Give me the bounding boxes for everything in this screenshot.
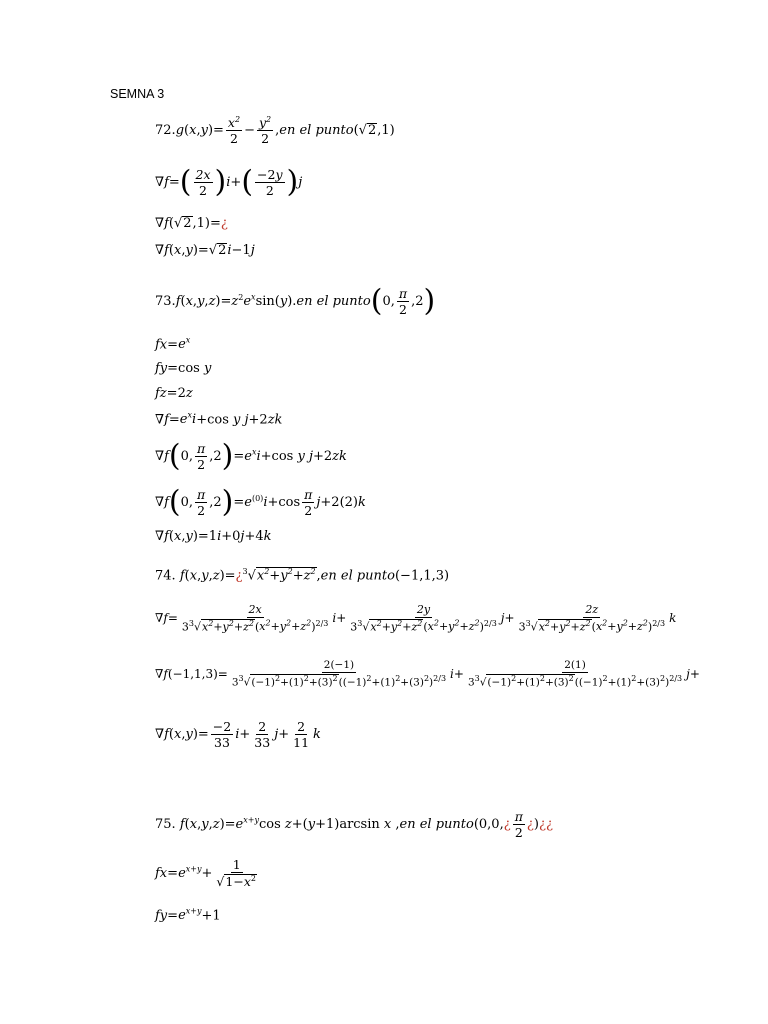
line-72-eval: ∇f(√2,1)=¿ xyxy=(155,216,228,231)
line-74-eval: ∇f(−1,1,3)= $\frac{2(-1)}{3^3√(-1)^2+(1)^2+(3)^2((-1)^2+(1)^2+(3)^2)^{2/3}}$ i+ $\frac{2(1)}{3^3√(-1)^2+(1)^2+(3)^2((-1)^2+(1)^2+(3)^2)^{2/3}}$ j+ xyxy=(155,659,700,689)
line-72-function: 72.g(x,y)= $\frac{x^2}{2}$ − $\frac{y^2}{2}$ ,en el punto(√2,1) xyxy=(155,115,395,147)
line-72-gradient: ∇f=( $\frac{2x}{2}$ )i+( $\frac{-2y}{2}$ )j xyxy=(155,164,303,200)
line-73-fx: $fx=e^x$ xyxy=(155,336,191,353)
line-75-fx: $fx=e^{x+y}+$ $\frac{1}{√1-x^2}$ xyxy=(155,857,256,890)
line-74-gradient: ∇f= $\frac{2x}{3^3√x^2+y^2+z^2(x^2+y^2+z^2)^{2/3}}$ i+ $\frac{2y}{3^3√x^2+y^2+z^2(x^2+y^2+z^2)^{2/3}}$ j+ $\frac{2z}{3^3√x^2+y^2+z^2(x^2+y^2+z^2)^{2/3}}$ k xyxy=(155,603,677,634)
line-74-function: 74. $f(x,y,z)=¿^3√x^2+y^2+z^2,en$ el punto(−1,1,3) xyxy=(155,567,450,584)
line-73-gradient: $\nabla f=e^xi+\cos$ y j+2zk xyxy=(155,411,283,428)
line-72-result: ∇f(x,y)=√2i−1j xyxy=(155,243,255,258)
line-73-eval-2: ∇f(0, $\frac{\pi}{2}$ $,2)=e^{(0)}i+\cos$ $\frac{\pi}{2}$ j+2(2)k xyxy=(155,484,366,520)
page-heading: SEMNA 3 xyxy=(110,87,165,101)
line-74-result: ∇f(x,y)= $\frac{-2}{33}$ i+ $\frac{2}{33}$ j+ $\frac{2}{11}$ k xyxy=(155,719,321,751)
line-73-fz: fz=2z xyxy=(155,386,193,401)
line-75-fy: $fy=e^{x+y}+1$ xyxy=(155,907,221,924)
line-73-function: $73.f(x,y,z)=z^2e^x\sin(y).en$ el punto(0, $\frac{\pi}{2}$ ,2) xyxy=(155,283,436,319)
line-75-function: 75. $f(x,y,z)=e^{x+y}\cos$ z+(y+1)arcsin x ,en el punto(0,0,¿ $\frac{\pi}{2}$ ¿)¿¿ xyxy=(155,809,553,841)
line-73-eval-1: ∇f(0, $\frac{\pi}{2}$ $,2)=e^xi+\cos$ y j+2zk xyxy=(155,438,347,474)
line-73-result: ∇f(x,y)=1i+0j+4k xyxy=(155,529,272,544)
line-73-fy: fy=cos y xyxy=(155,361,212,376)
